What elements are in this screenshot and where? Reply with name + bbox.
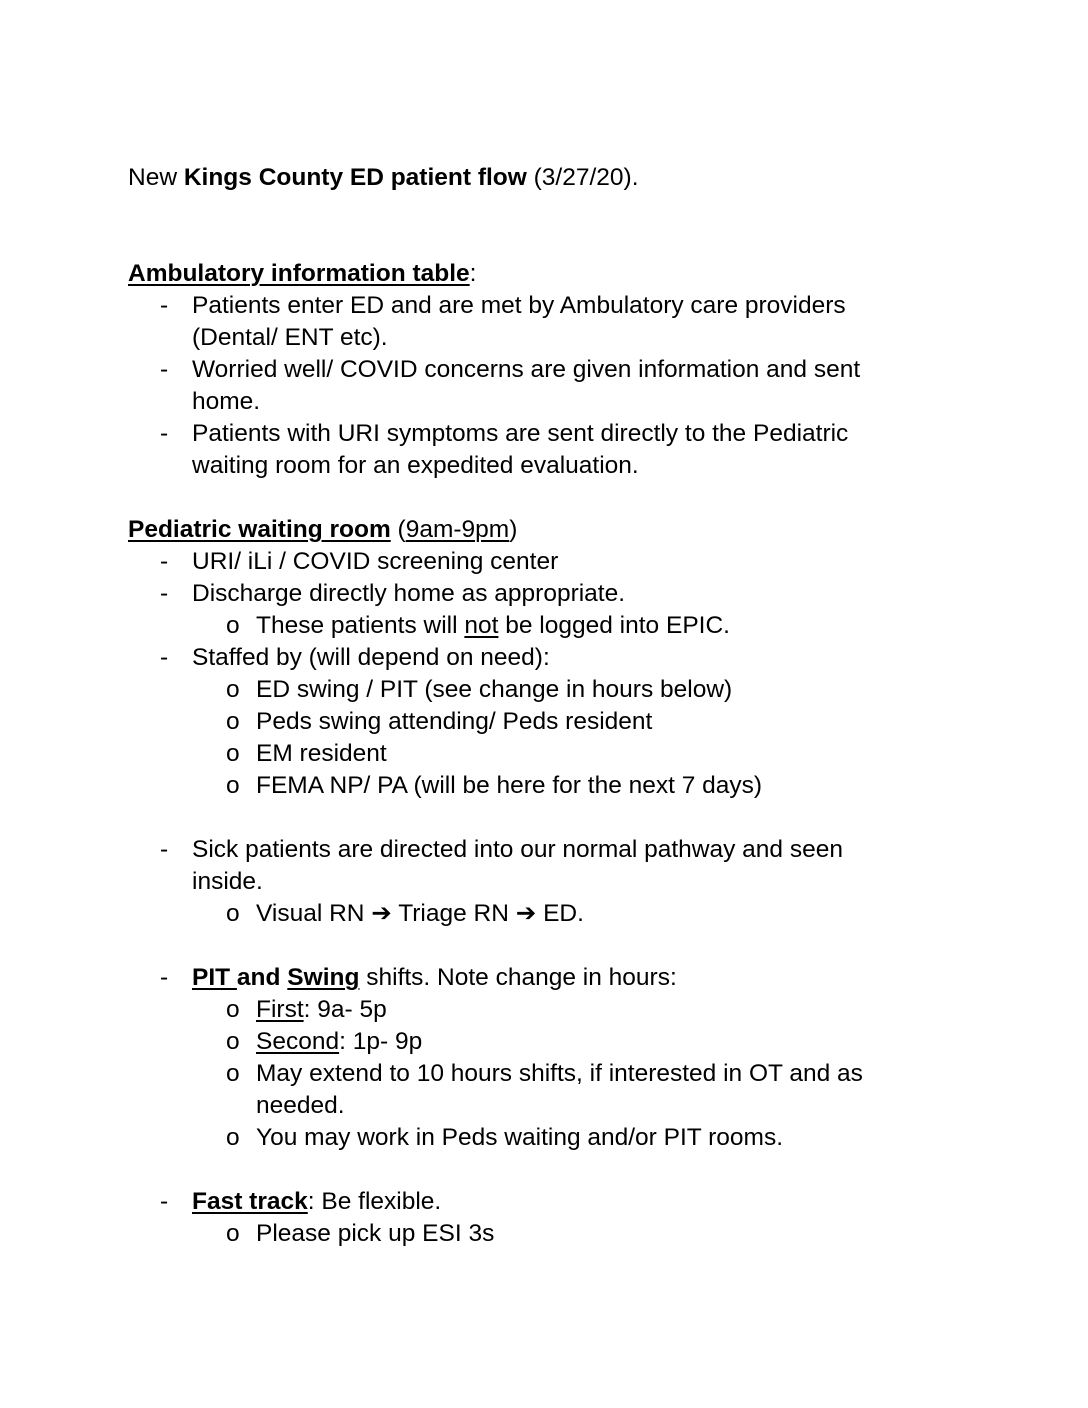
list-item-continuation: waiting room for an expedited evaluation. — [192, 452, 639, 479]
document-title: New Kings County ED patient flow (3/27/20). — [128, 164, 639, 191]
arrow-icon: ➔ — [371, 900, 392, 927]
document-page: New Kings County ED patient flow (3/27/20). Ambulatory information table: - Patients enter ED and are met by Ambulatory care providers (Dental/ ENT etc). - Worried well/ COVID concerns are given information and sent home. - Patients with URI symptoms are sent directly to the Pediatric waiting room for an expedited evaluation. Pediatric waiting room (9am-9pm) - URI/ iLi / COVID screening center - Discharge directly home as appropriate. o These patients will not be logged into EPIC. - Staffed by (will depend on need): o ED swing / PIT (see change in hours below) o Peds swing attending/ Peds resident o EM resident o FEMA NP/ PA (will be here for the next 7 days) - Sick patients are directed into our normal pathway and seen inside. o Visual RN ➔ Triage RN ➔ ED. - PIT and Swing shifts. Note change in hours: o First: 9a- 5p o Second: 1p- 9p o May extend to 10 hours shifts, if interested in OT and as needed. o You may work in Peds waiting and/or PIT rooms. - Fast track: Be flexible. o Please pick up ESI 3s — [128, 164, 863, 1247]
list-item-continuation: (Dental/ ENT etc). — [192, 324, 388, 351]
arrow-icon: ➔ — [515, 900, 537, 927]
peds-heading: Pediatric waiting room (9am-9pm) — [128, 516, 518, 543]
sub-list-item-continuation: needed. — [256, 1092, 345, 1119]
list-item-continuation: inside. — [192, 868, 263, 895]
list-item-continuation: home. — [192, 388, 261, 415]
ambulatory-heading: Ambulatory information table: — [128, 260, 477, 287]
